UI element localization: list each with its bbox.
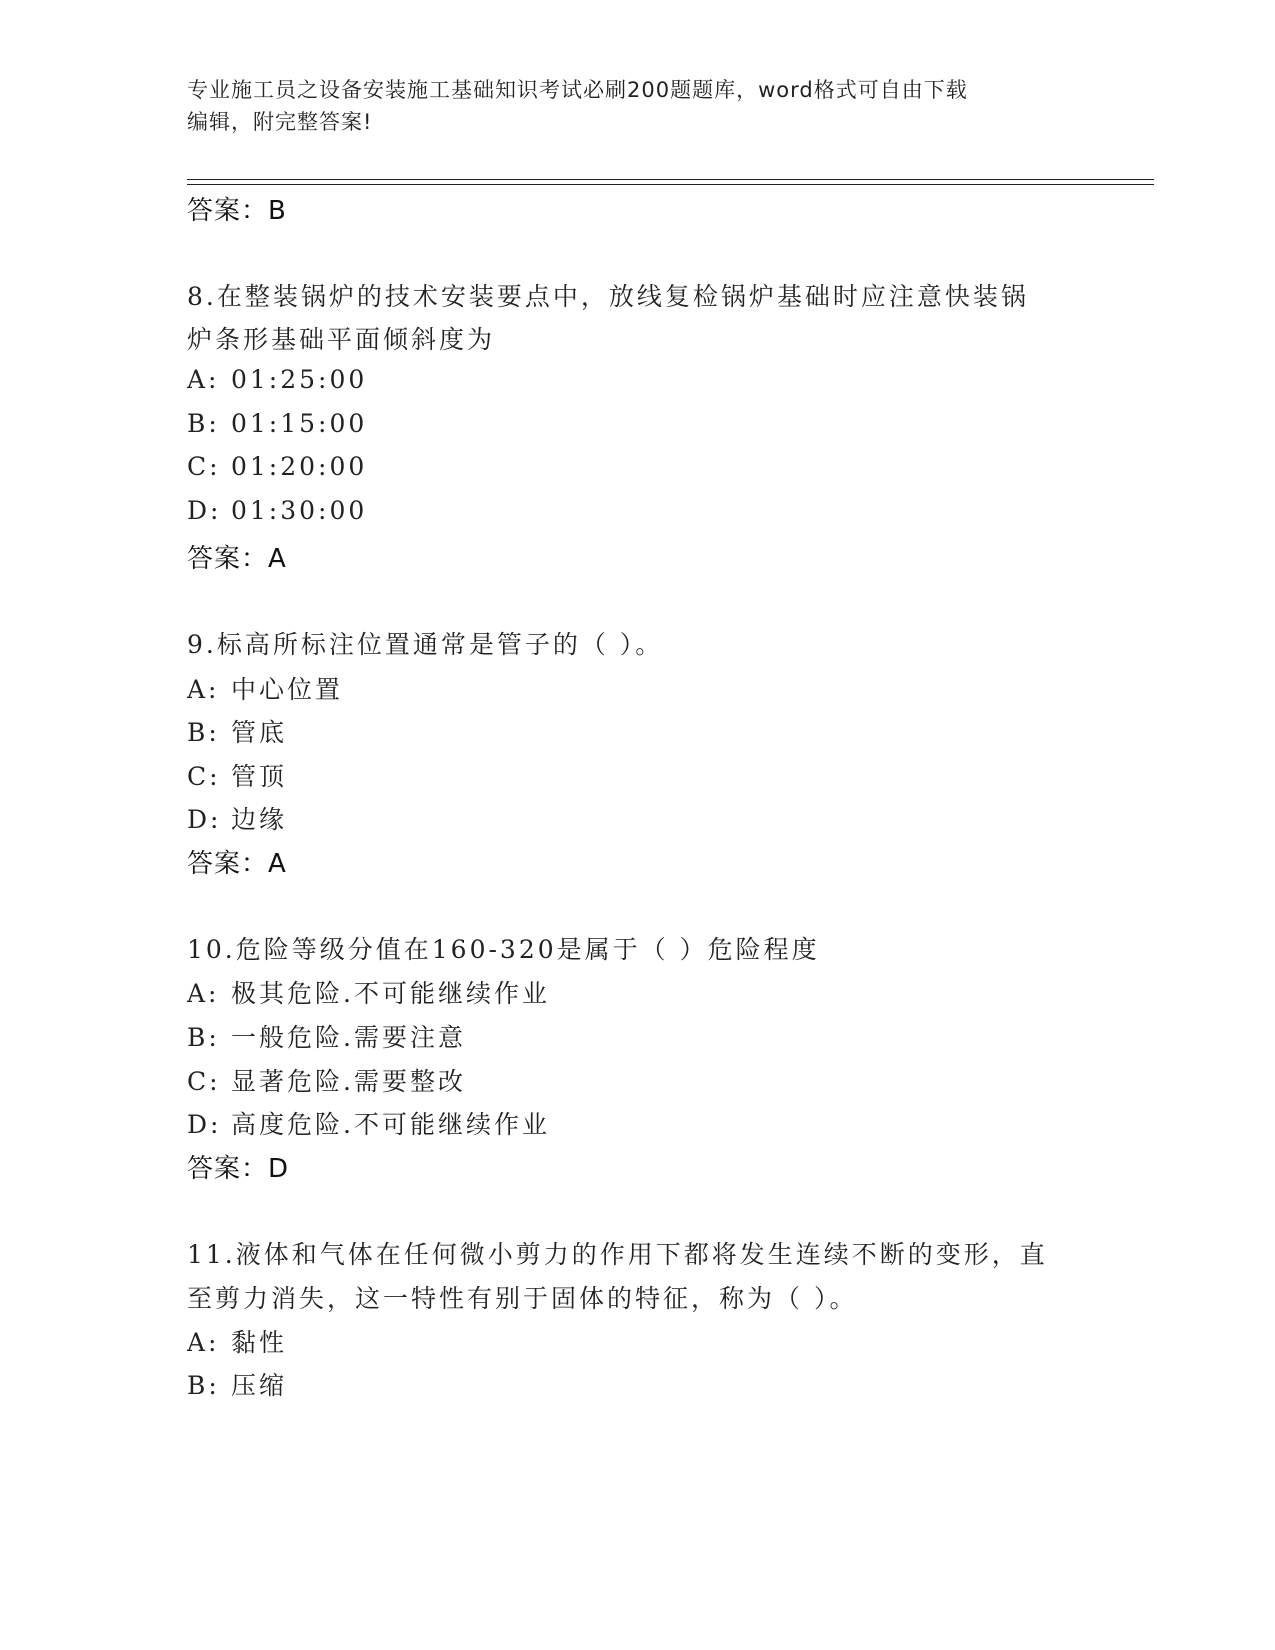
option-text: 01:15:00 xyxy=(231,409,368,438)
header-title-line1: 专业施工员之设备安装施工基础知识考试必刷200题题库，word格式可自由下载 xyxy=(187,78,968,102)
option-text: 极其危险.不可能继续作业 xyxy=(231,979,550,1008)
option-label: C: xyxy=(187,1067,221,1096)
document-header xyxy=(187,74,1067,138)
option-label: B: xyxy=(187,409,220,438)
option-text: 管顶 xyxy=(231,762,288,791)
question-8-option-d xyxy=(187,496,367,525)
question-9-option-c xyxy=(187,757,287,793)
question-10-option-a xyxy=(187,974,550,1010)
option-text: 管底 xyxy=(231,718,288,747)
question-9-option-a xyxy=(187,670,343,706)
option-label: B: xyxy=(187,718,220,747)
option-label: D: xyxy=(187,1110,222,1139)
question-11-stem-line2: 至剪力消失，这一特性有别于固体的特征，称为（ ）。 xyxy=(187,1284,858,1313)
option-label: A: xyxy=(187,979,220,1008)
question-10-stem-line1: 10.危险等级分值在160-320是属于（ ）危险程度 xyxy=(187,935,820,964)
option-text: 高度危险.不可能继续作业 xyxy=(231,1110,550,1139)
question-8-option-c xyxy=(187,452,367,481)
question-11-option-b xyxy=(187,1366,287,1402)
question-9-option-b xyxy=(187,713,287,749)
option-text: 01:30:00 xyxy=(231,496,368,525)
option-label: A: xyxy=(187,1328,220,1357)
option-text: 一般危险.需要注意 xyxy=(231,1023,466,1052)
option-text: 01:20:00 xyxy=(231,452,368,481)
option-label: D: xyxy=(187,805,222,834)
option-label: B: xyxy=(187,1371,220,1400)
option-text: 01:25:00 xyxy=(231,365,368,394)
option-label: B: xyxy=(187,1023,220,1052)
header-divider-top xyxy=(187,179,1154,180)
question-9-answer: 答案：A xyxy=(187,849,287,879)
question-10-option-d xyxy=(187,1105,550,1141)
question-8-option-a xyxy=(187,365,367,394)
option-text: 边缘 xyxy=(231,805,288,834)
question-11-stem-line1: 11.液体和气体在任何微小剪力的作用下都将发生连续不断的变形，直 xyxy=(187,1240,1048,1269)
header-divider-bottom xyxy=(187,184,1154,185)
question-10-option-b xyxy=(187,1018,466,1054)
option-label: A: xyxy=(187,365,220,394)
question-10-answer: 答案：D xyxy=(187,1154,290,1184)
option-label: C: xyxy=(187,452,221,481)
header-title-line2: 编辑，附完整答案! xyxy=(187,110,373,134)
question-9-stem-line1: 9.标高所标注位置通常是管子的（ ）。 xyxy=(187,630,664,659)
option-text: 黏性 xyxy=(231,1328,288,1357)
option-label: A: xyxy=(187,675,220,704)
question-8-stem-line1: 8.在整装锅炉的技术安装要点中，放线复检锅炉基础时应注意快装锅 xyxy=(187,282,1029,311)
question-9-option-d xyxy=(187,800,287,836)
option-text: 显著危险.需要整改 xyxy=(231,1067,466,1096)
question-8-option-b xyxy=(187,409,367,438)
question-11-option-a xyxy=(187,1323,287,1359)
question-8-stem-line2: 炉条形基础平面倾斜度为 xyxy=(187,325,496,354)
option-text: 中心位置 xyxy=(231,675,344,704)
option-text: 压缩 xyxy=(231,1371,288,1400)
option-label: D: xyxy=(187,496,222,525)
option-label: C: xyxy=(187,762,221,791)
question-8-answer: 答案：A xyxy=(187,544,287,574)
answer-prev: 答案：B xyxy=(187,196,287,226)
question-10-option-c xyxy=(187,1062,466,1098)
